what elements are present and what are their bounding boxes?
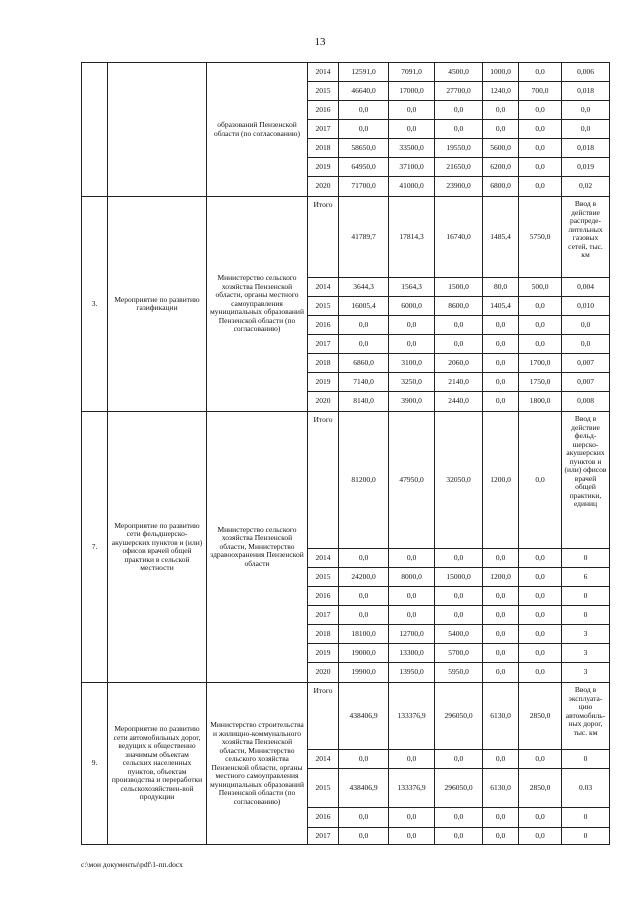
- amount-total: 58650,0: [339, 139, 389, 158]
- amount-total: 0,0: [339, 335, 389, 354]
- amount-other: 0,0: [519, 625, 562, 644]
- amount-fed: 0,0: [389, 120, 435, 139]
- year-cell: 2015: [308, 769, 339, 808]
- amount-loc: 0,0: [483, 373, 519, 392]
- amount-total: 0,0: [339, 750, 389, 769]
- amount-total: 18100,0: [339, 625, 389, 644]
- amount-reg: 296050,0: [435, 683, 483, 750]
- amount-reg: 32050,0: [435, 412, 483, 549]
- amount-other: 0,0: [519, 297, 562, 316]
- amount-reg: 0,0: [435, 606, 483, 625]
- amount-total: 41789,7: [339, 197, 389, 278]
- amount-loc: 0,0: [483, 625, 519, 644]
- amount-other: 0,0: [519, 316, 562, 335]
- item-number: 7.: [82, 412, 108, 683]
- indicator-value: 0,0: [562, 316, 610, 335]
- year-cell: Итого: [308, 683, 339, 750]
- amount-fed: 0,0: [389, 335, 435, 354]
- amount-other: 0,0: [519, 606, 562, 625]
- amount-fed: 47950,0: [389, 412, 435, 549]
- amount-reg: 27700,0: [435, 82, 483, 101]
- amount-total: 3644,3: [339, 278, 389, 297]
- amount-loc: 1200,0: [483, 568, 519, 587]
- amount-loc: 0,0: [483, 316, 519, 335]
- amount-other: 0,0: [519, 177, 562, 197]
- amount-fed: 37100,0: [389, 158, 435, 177]
- amount-loc: 0,0: [483, 606, 519, 625]
- amount-fed: 0,0: [389, 587, 435, 606]
- amount-reg: 16740,0: [435, 197, 483, 278]
- year-cell: 2020: [308, 177, 339, 197]
- amount-other: 0,0: [519, 568, 562, 587]
- table-row: [82, 412, 610, 549]
- amount-total: 71700,0: [339, 177, 389, 197]
- amount-loc: 5600,0: [483, 139, 519, 158]
- amount-total: 438406,9: [339, 683, 389, 750]
- indicator-value: 3: [562, 625, 610, 644]
- amount-loc: 6800,0: [483, 177, 519, 197]
- year-cell: 2016: [308, 587, 339, 606]
- indicator-value: 0,006: [562, 63, 610, 82]
- page-number: 13: [314, 36, 326, 48]
- year-cell: 2019: [308, 158, 339, 177]
- amount-fed: 0,0: [389, 101, 435, 120]
- amount-other: 0,0: [519, 158, 562, 177]
- year-cell: 2017: [308, 828, 339, 845]
- indicator-value: 0.03: [562, 769, 610, 808]
- amount-fed: 133376,9: [389, 769, 435, 808]
- amount-total: 19000,0: [339, 644, 389, 663]
- amount-fed: 17814,3: [389, 197, 435, 278]
- amount-other: 0,0: [519, 750, 562, 769]
- year-cell: 2020: [308, 663, 339, 683]
- year-cell: 2016: [308, 808, 339, 828]
- year-cell: 2017: [308, 120, 339, 139]
- activity-name: Мероприятие по развитию сети фельдшерско-акушерских пунктов и (или) офисов врачей общей практики в сельской местности: [108, 412, 207, 683]
- indicator-value: 0: [562, 808, 610, 828]
- table-row: [82, 63, 610, 82]
- amount-fed: 0,0: [389, 808, 435, 828]
- amount-reg: 4500,0: [435, 63, 483, 82]
- amount-loc: 0,0: [483, 663, 519, 683]
- amount-loc: 80,0: [483, 278, 519, 297]
- amount-fed: 0,0: [389, 828, 435, 845]
- amount-other: 5750,0: [519, 197, 562, 278]
- indicator-value: 0,018: [562, 139, 610, 158]
- amount-total: 46640,0: [339, 82, 389, 101]
- indicator-value: 0,018: [562, 82, 610, 101]
- amount-total: 64950,0: [339, 158, 389, 177]
- amount-reg: 0,0: [435, 808, 483, 828]
- amount-reg: 1500,0: [435, 278, 483, 297]
- amount-fed: 17000,0: [389, 82, 435, 101]
- amount-fed: 7091,0: [389, 63, 435, 82]
- amount-total: 24200,0: [339, 568, 389, 587]
- amount-loc: 6200,0: [483, 158, 519, 177]
- amount-total: 0,0: [339, 549, 389, 568]
- indicator-name: Ввод в эксплуата-цию автомобиль-ных дорог, тыс. км: [562, 683, 610, 750]
- year-cell: 2019: [308, 373, 339, 392]
- year-cell: Итого: [308, 412, 339, 549]
- amount-total: 16005,4: [339, 297, 389, 316]
- indicator-value: 0,0: [562, 335, 610, 354]
- amount-reg: 15000,0: [435, 568, 483, 587]
- amount-other: 0,0: [519, 808, 562, 828]
- amount-other: 0,0: [519, 644, 562, 663]
- amount-reg: 0,0: [435, 828, 483, 845]
- amount-fed: 0,0: [389, 750, 435, 769]
- activity-name: Мероприятие по развитию сети автомобильных дорог, ведущих к общественно значимым объектам сельских населенных пунктов, объектам производства и переработки сельскохозяйствен-вой продукции: [108, 683, 207, 845]
- year-cell: 2018: [308, 354, 339, 373]
- amount-fed: 8000,0: [389, 568, 435, 587]
- year-cell: 2015: [308, 297, 339, 316]
- amount-other: 0,0: [519, 63, 562, 82]
- amount-reg: 5700,0: [435, 644, 483, 663]
- amount-reg: 0,0: [435, 120, 483, 139]
- amount-loc: 0,0: [483, 549, 519, 568]
- amount-loc: 0,0: [483, 644, 519, 663]
- file-path-footer: c:\мои документы\pdf\1-пп.docx: [81, 860, 183, 869]
- amount-total: 0,0: [339, 120, 389, 139]
- amount-other: 2850,0: [519, 683, 562, 750]
- amount-other: 0,0: [519, 412, 562, 549]
- amount-other: 700,0: [519, 82, 562, 101]
- item-number: 9.: [82, 683, 108, 845]
- amount-fed: 3250,0: [389, 373, 435, 392]
- indicator-value: 0,004: [562, 278, 610, 297]
- amount-total: 0,0: [339, 828, 389, 845]
- amount-fed: 13300,0: [389, 644, 435, 663]
- year-cell: 2015: [308, 82, 339, 101]
- amount-reg: 5400,0: [435, 625, 483, 644]
- indicator-value: 0: [562, 828, 610, 845]
- year-cell: 2019: [308, 644, 339, 663]
- year-cell: 2016: [308, 101, 339, 120]
- amount-fed: 41000,0: [389, 177, 435, 197]
- amount-other: 0,0: [519, 335, 562, 354]
- year-cell: 2020: [308, 392, 339, 412]
- amount-other: 500,0: [519, 278, 562, 297]
- responsible-executor: Министерство сельского хозяйства Пензенской области, Министерство здравоохранения Пензенской области: [207, 412, 308, 683]
- amount-loc: 1200,0: [483, 412, 519, 549]
- amount-total: 6860,0: [339, 354, 389, 373]
- amount-other: 0,0: [519, 139, 562, 158]
- amount-fed: 0,0: [389, 549, 435, 568]
- amount-loc: 0,0: [483, 120, 519, 139]
- year-cell: 2014: [308, 63, 339, 82]
- amount-reg: 0,0: [435, 549, 483, 568]
- indicator-name: Ввод в действие фельд-шерско-акушерских пунктов и (или) офисов врачей общей практики, единиц: [562, 412, 610, 549]
- year-cell: 2016: [308, 316, 339, 335]
- amount-loc: 0,0: [483, 101, 519, 120]
- amount-total: 8140,0: [339, 392, 389, 412]
- table-row: [82, 683, 610, 750]
- amount-total: 0,0: [339, 587, 389, 606]
- indicator-value: 0: [562, 587, 610, 606]
- indicator-value: 0,02: [562, 177, 610, 197]
- amount-loc: 0,0: [483, 587, 519, 606]
- amount-other: 2850,0: [519, 769, 562, 808]
- indicator-value: 0: [562, 750, 610, 769]
- year-cell: 2017: [308, 335, 339, 354]
- amount-loc: 0,0: [483, 750, 519, 769]
- amount-loc: 0,0: [483, 335, 519, 354]
- amount-fed: 3100,0: [389, 354, 435, 373]
- indicator-value: 0: [562, 549, 610, 568]
- amount-total: 0,0: [339, 316, 389, 335]
- activity-name: Мероприятие по развитию газификации: [108, 197, 207, 412]
- amount-reg: 0,0: [435, 335, 483, 354]
- indicator-value: 6: [562, 568, 610, 587]
- amount-total: 81200,0: [339, 412, 389, 549]
- amount-total: 0,0: [339, 101, 389, 120]
- item-number: [82, 63, 108, 197]
- amount-reg: 0,0: [435, 750, 483, 769]
- amount-reg: 0,0: [435, 316, 483, 335]
- amount-total: 19900,0: [339, 663, 389, 683]
- activity-name: [108, 63, 207, 197]
- amount-reg: 19550,0: [435, 139, 483, 158]
- indicator-value: 0,0: [562, 101, 610, 120]
- amount-total: 7140,0: [339, 373, 389, 392]
- amount-reg: 21650,0: [435, 158, 483, 177]
- indicator-value: 0: [562, 606, 610, 625]
- indicator-value: 0,019: [562, 158, 610, 177]
- indicator-value: 0,010: [562, 297, 610, 316]
- year-cell: 2014: [308, 278, 339, 297]
- year-cell: 2017: [308, 606, 339, 625]
- year-cell: 2018: [308, 625, 339, 644]
- amount-fed: 12700,0: [389, 625, 435, 644]
- amount-reg: 5950,0: [435, 663, 483, 683]
- amount-total: 0,0: [339, 606, 389, 625]
- amount-fed: 0,0: [389, 316, 435, 335]
- amount-reg: 8600,0: [435, 297, 483, 316]
- amount-reg: 296050,0: [435, 769, 483, 808]
- indicator-value: 0,007: [562, 354, 610, 373]
- indicator-value: 0,008: [562, 392, 610, 412]
- table-row: [82, 197, 610, 278]
- amount-loc: 1405,4: [483, 297, 519, 316]
- amount-other: 0,0: [519, 120, 562, 139]
- amount-loc: 1000,0: [483, 63, 519, 82]
- amount-reg: 2060,0: [435, 354, 483, 373]
- indicator-value: 3: [562, 644, 610, 663]
- amount-total: 438406,9: [339, 769, 389, 808]
- amount-other: 1700,0: [519, 354, 562, 373]
- responsible-executor: Министерство строительства и жилищно-коммунального хозяйства Пензенской области, Министерство сельского хозяйства Пензенской области, органы местного самоуправления муниципальных образований Пензенской области (по согласованию): [207, 683, 308, 845]
- year-cell: 2014: [308, 750, 339, 769]
- amount-reg: 23900,0: [435, 177, 483, 197]
- amount-other: 0,0: [519, 828, 562, 845]
- responsible-executor: образований Пензенской области (по согласованию): [207, 63, 308, 197]
- year-cell: 2014: [308, 549, 339, 568]
- indicator-name: Ввод в действие распреде-лительных газовых сетей, тыс. км: [562, 197, 610, 278]
- amount-other: 0,0: [519, 549, 562, 568]
- amount-reg: 0,0: [435, 587, 483, 606]
- amount-reg: 2140,0: [435, 373, 483, 392]
- indicator-value: 0,007: [562, 373, 610, 392]
- year-cell: 2018: [308, 139, 339, 158]
- amount-other: 1800,0: [519, 392, 562, 412]
- amount-total: 12591,0: [339, 63, 389, 82]
- amount-loc: 0,0: [483, 354, 519, 373]
- amount-reg: 2440,0: [435, 392, 483, 412]
- amount-fed: 6000,0: [389, 297, 435, 316]
- amount-other: 1750,0: [519, 373, 562, 392]
- amount-loc: 1485,4: [483, 197, 519, 278]
- amount-total: 0,0: [339, 808, 389, 828]
- amount-other: 0,0: [519, 587, 562, 606]
- program-table: [81, 62, 610, 845]
- amount-fed: 133376,9: [389, 683, 435, 750]
- year-cell: Итого: [308, 197, 339, 278]
- amount-reg: 0,0: [435, 101, 483, 120]
- amount-loc: 0,0: [483, 392, 519, 412]
- amount-other: 0,0: [519, 663, 562, 683]
- amount-fed: 3900,0: [389, 392, 435, 412]
- amount-fed: 1564,3: [389, 278, 435, 297]
- amount-loc: 6130,0: [483, 769, 519, 808]
- item-number: 3.: [82, 197, 108, 412]
- year-cell: 2015: [308, 568, 339, 587]
- indicator-value: 3: [562, 663, 610, 683]
- amount-fed: 13950,0: [389, 663, 435, 683]
- amount-fed: 33500,0: [389, 139, 435, 158]
- amount-fed: 0,0: [389, 606, 435, 625]
- amount-loc: 0,0: [483, 808, 519, 828]
- amount-loc: 1240,0: [483, 82, 519, 101]
- indicator-value: 0,0: [562, 120, 610, 139]
- amount-loc: 6130,0: [483, 683, 519, 750]
- responsible-executor: Министерство сельского хозяйства Пензенской области, органы местного самоуправления муниципальных образований Пензенской области (по согласованию): [207, 197, 308, 412]
- amount-other: 0,0: [519, 101, 562, 120]
- amount-loc: 0,0: [483, 828, 519, 845]
